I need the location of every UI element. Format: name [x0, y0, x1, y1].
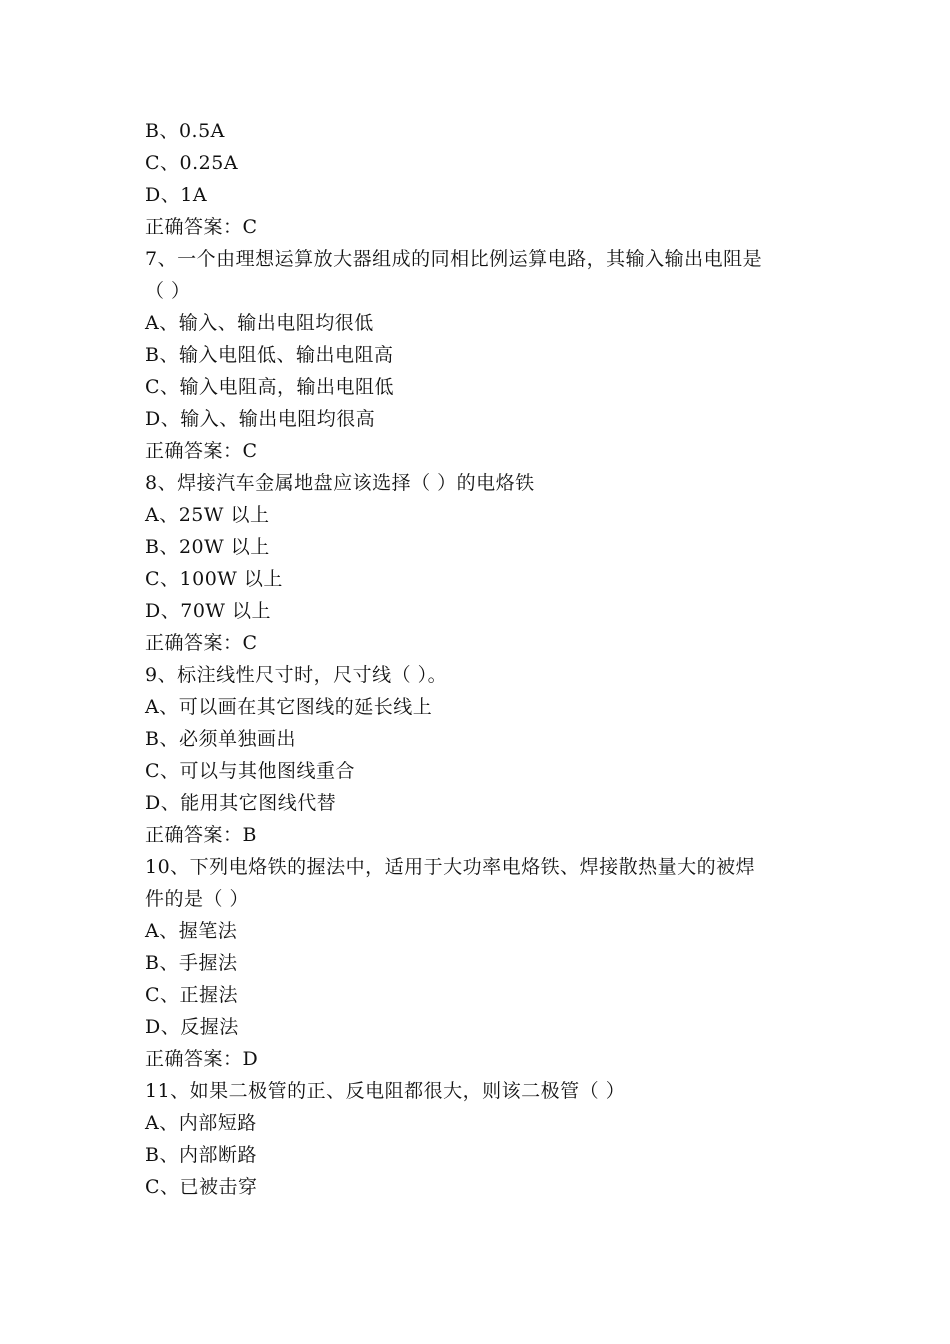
question-9: 9、标注线性尺寸时，尺寸线（ ）。: [145, 664, 448, 686]
document-body: [145, 115, 815, 1203]
option-c: C、0.25A: [145, 152, 239, 174]
option-a: A、内部短路: [145, 1112, 257, 1134]
option-c: C、已被击穿: [145, 1176, 258, 1198]
option-d: D、反握法: [145, 1016, 239, 1038]
option-c: C、100W 以上: [145, 568, 283, 590]
option-b: B、20W 以上: [145, 536, 270, 558]
question-7: 7、一个由理想运算放大器组成的同相比例运算电路，其输入输出电阻是: [145, 248, 763, 270]
question-10: 10、下列电烙铁的握法中，适用于大功率电烙铁、焊接散热量大的被焊: [145, 856, 756, 878]
option-b: B、0.5A: [145, 120, 225, 142]
option-d: D、1A: [145, 184, 208, 206]
option-d: D、70W 以上: [145, 600, 271, 622]
option-c: C、正握法: [145, 984, 239, 1006]
option-a: A、握笔法: [145, 920, 238, 942]
option-d: D、输入、输出电阻均很高: [145, 408, 376, 430]
option-d: D、能用其它图线代替: [145, 792, 337, 814]
option-b: B、手握法: [145, 952, 238, 974]
question-10-continuation: 件的是（ ）: [145, 888, 250, 910]
option-b: B、输入电阻低、输出电阻高: [145, 344, 394, 366]
answer-line: 正确答案：C: [145, 216, 258, 238]
option-c: C、输入电阻高，输出电阻低: [145, 376, 395, 398]
answer-line: 正确答案：C: [145, 632, 258, 654]
option-b: B、内部断路: [145, 1144, 257, 1166]
option-a: A、输入、输出电阻均很低: [145, 312, 374, 334]
option-b: B、必须单独画出: [145, 728, 296, 750]
option-a: A、可以画在其它图线的延长线上: [145, 696, 433, 718]
answer-line: 正确答案：C: [145, 440, 258, 462]
answer-line: 正确答案：D: [145, 1048, 259, 1070]
question-8: 8、焊接汽车金属地盘应该选择（ ）的电烙铁: [145, 472, 535, 494]
question-7-continuation: （ ）: [145, 280, 191, 302]
option-a: A、25W 以上: [145, 504, 270, 526]
answer-line: 正确答案：B: [145, 824, 257, 846]
question-11: 11、如果二极管的正、反电阻都很大，则该二极管（ ）: [145, 1080, 626, 1102]
option-c: C、可以与其他图线重合: [145, 760, 356, 782]
